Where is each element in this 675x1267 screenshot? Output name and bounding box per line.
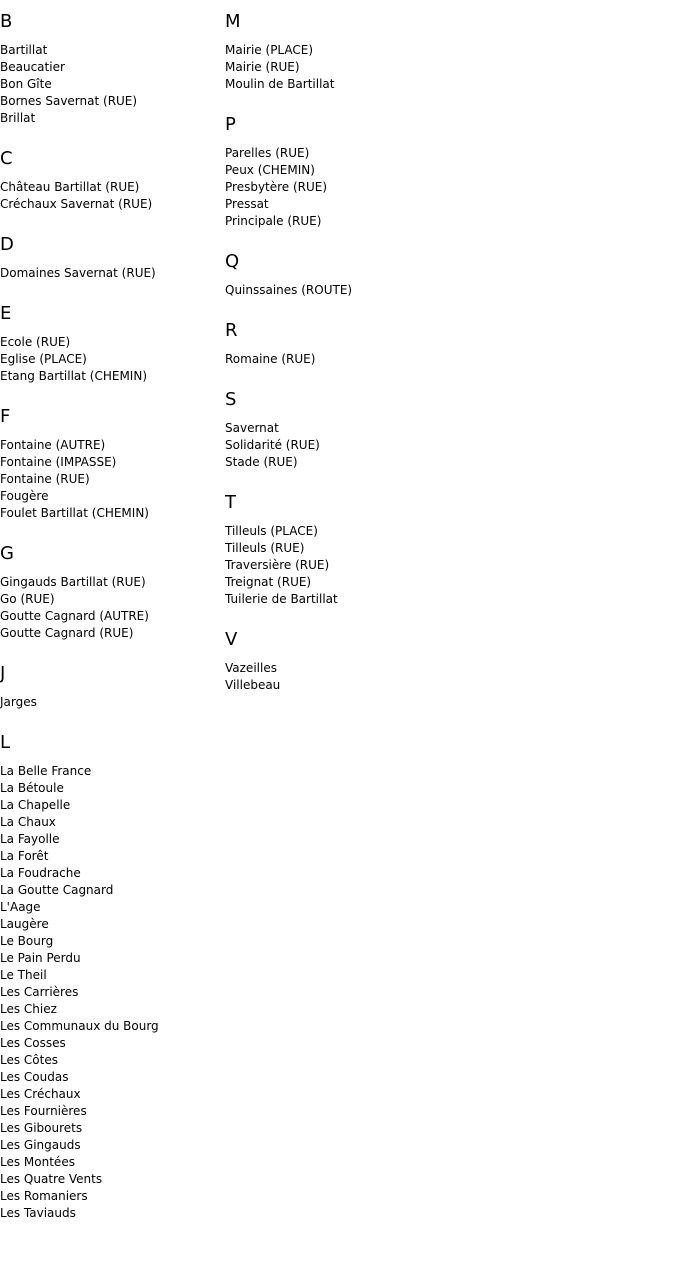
place-name: Foulet Bartillat (CHEMIN) (0, 506, 149, 520)
place-list (225, 513, 525, 618)
place-list (0, 564, 220, 652)
place-list (0, 324, 220, 395)
place-name: Les Fournières (0, 1104, 87, 1118)
place-name: Gingauds Bartillat (RUE) (0, 575, 146, 589)
place-name: Parelles (RUE) (225, 146, 310, 160)
place-name: Bornes Savernat (RUE) (0, 94, 138, 108)
place-list (0, 255, 220, 292)
place-name: Fontaine (AUTRE) (0, 438, 106, 452)
place-name: Tuilerie de Bartillat (225, 592, 338, 606)
place-name: Beaucatier (0, 60, 65, 74)
place-name: Créchaux Savernat (RUE) (0, 197, 153, 211)
place-name: Bartillat (0, 43, 48, 57)
place-name: Les Gingauds (0, 1138, 81, 1152)
place-name: Pressat (225, 197, 269, 211)
place-name: Mairie (RUE) (225, 60, 300, 74)
place-name: Les Carrières (0, 985, 79, 999)
place-name: Solidarité (RUE) (225, 438, 320, 452)
letter-section-r (225, 309, 525, 378)
place-name: Treignat (RUE) (225, 575, 312, 589)
section-letter-heading: D (0, 234, 14, 255)
place-name: Presbytère (RUE) (225, 180, 328, 194)
place-name: Les Gibourets (0, 1121, 83, 1135)
place-name: Quinssaines (ROUTE) (225, 283, 353, 297)
place-name: Jarges (0, 695, 37, 709)
left-column (0, 0, 220, 1232)
place-name: Brillat (0, 111, 36, 125)
place-name: Laugère (0, 917, 49, 931)
letter-section-c (0, 137, 220, 223)
section-letter-heading: J (0, 663, 6, 684)
place-name: Goutte Cagnard (AUTRE) (0, 609, 149, 623)
place-name: Traversière (RUE) (225, 558, 330, 572)
place-name: Vazeilles (225, 661, 277, 675)
section-letter-heading: F (0, 406, 11, 427)
section-letter-heading: T (225, 492, 236, 513)
place-list (0, 753, 220, 1232)
place-name: Les Coudas (0, 1070, 69, 1084)
place-name: Fougère (0, 489, 49, 503)
place-list (225, 650, 525, 704)
letter-section-d (0, 223, 220, 292)
place-name: Ecole (RUE) (0, 335, 71, 349)
section-letter-heading: M (225, 11, 241, 32)
section-letter-heading: R (225, 320, 238, 341)
place-name: Bon Gîte (0, 77, 52, 91)
place-name: Romaine (RUE) (225, 352, 316, 366)
place-list (0, 169, 220, 223)
section-letter-heading: B (0, 11, 13, 32)
place-name: La Forêt (0, 849, 49, 863)
letter-section-q (225, 240, 525, 309)
place-name: Les Romaniers (0, 1189, 88, 1203)
place-list (225, 32, 525, 103)
section-letter-heading: L (0, 732, 11, 753)
place-name: Tilleuls (RUE) (225, 541, 305, 555)
place-name: Les Créchaux (0, 1087, 81, 1101)
place-name: Go (RUE) (0, 592, 55, 606)
place-name: Goutte Cagnard (RUE) (0, 626, 134, 640)
place-name: Domaines Savernat (RUE) (0, 266, 156, 280)
place-name: Savernat (225, 421, 279, 435)
section-letter-heading: V (225, 629, 238, 650)
place-name: Mairie (PLACE) (225, 43, 314, 57)
section-letter-heading: P (225, 114, 236, 135)
place-list (225, 341, 525, 378)
letter-section-l (0, 721, 220, 1232)
letter-section-g (0, 532, 220, 652)
place-name: Les Taviauds (0, 1206, 76, 1220)
place-name: Villebeau (225, 678, 281, 692)
place-list (225, 410, 525, 481)
place-name: Peux (CHEMIN) (225, 163, 315, 177)
place-name: Principale (RUE) (225, 214, 322, 228)
letter-section-v (225, 618, 525, 704)
place-name: La Foudrache (0, 866, 81, 880)
place-list (0, 32, 220, 137)
place-list (0, 684, 220, 721)
place-name: Le Pain Perdu (0, 951, 81, 965)
place-name: Château Bartillat (RUE) (0, 180, 140, 194)
letter-section-p (225, 103, 525, 240)
place-name: La Fayolle (0, 832, 60, 846)
letter-section-m (225, 0, 525, 103)
place-list (225, 272, 525, 309)
place-list (225, 135, 525, 240)
place-name: Stade (RUE) (225, 455, 298, 469)
section-letter-heading: S (225, 389, 237, 410)
place-list (0, 427, 220, 532)
section-letter-heading: E (0, 303, 12, 324)
place-name: Les Montées (0, 1155, 75, 1169)
right-column (225, 0, 525, 704)
section-letter-heading: G (0, 543, 14, 564)
place-name: Les Côtes (0, 1053, 58, 1067)
place-name: Les Quatre Vents (0, 1172, 103, 1186)
place-name: Le Bourg (0, 934, 54, 948)
place-name: La Belle France (0, 764, 92, 778)
place-name: Le Theil (0, 968, 47, 982)
place-name: Les Cosses (0, 1036, 66, 1050)
place-name: La Chapelle (0, 798, 71, 812)
place-name: Fontaine (RUE) (0, 472, 90, 486)
section-letter-heading: C (0, 148, 13, 169)
letter-section-b (0, 0, 220, 137)
letter-section-t (225, 481, 525, 618)
section-letter-heading: Q (225, 251, 240, 272)
letter-section-j (0, 652, 220, 721)
place-name: Eglise (PLACE) (0, 352, 87, 366)
place-name: La Goutte Cagnard (0, 883, 114, 897)
letter-section-s (225, 378, 525, 481)
place-name: Tilleuls (PLACE) (225, 524, 318, 538)
place-name: Etang Bartillat (CHEMIN) (0, 369, 147, 383)
place-name: Moulin de Bartillat (225, 77, 335, 91)
place-name: Fontaine (IMPASSE) (0, 455, 117, 469)
place-name: La Chaux (0, 815, 56, 829)
letter-section-e (0, 292, 220, 395)
place-name: Les Chiez (0, 1002, 57, 1016)
place-name: L'Aage (0, 900, 41, 914)
place-name: Les Communaux du Bourg (0, 1019, 159, 1033)
place-name: La Bétoule (0, 781, 64, 795)
letter-section-f (0, 395, 220, 532)
